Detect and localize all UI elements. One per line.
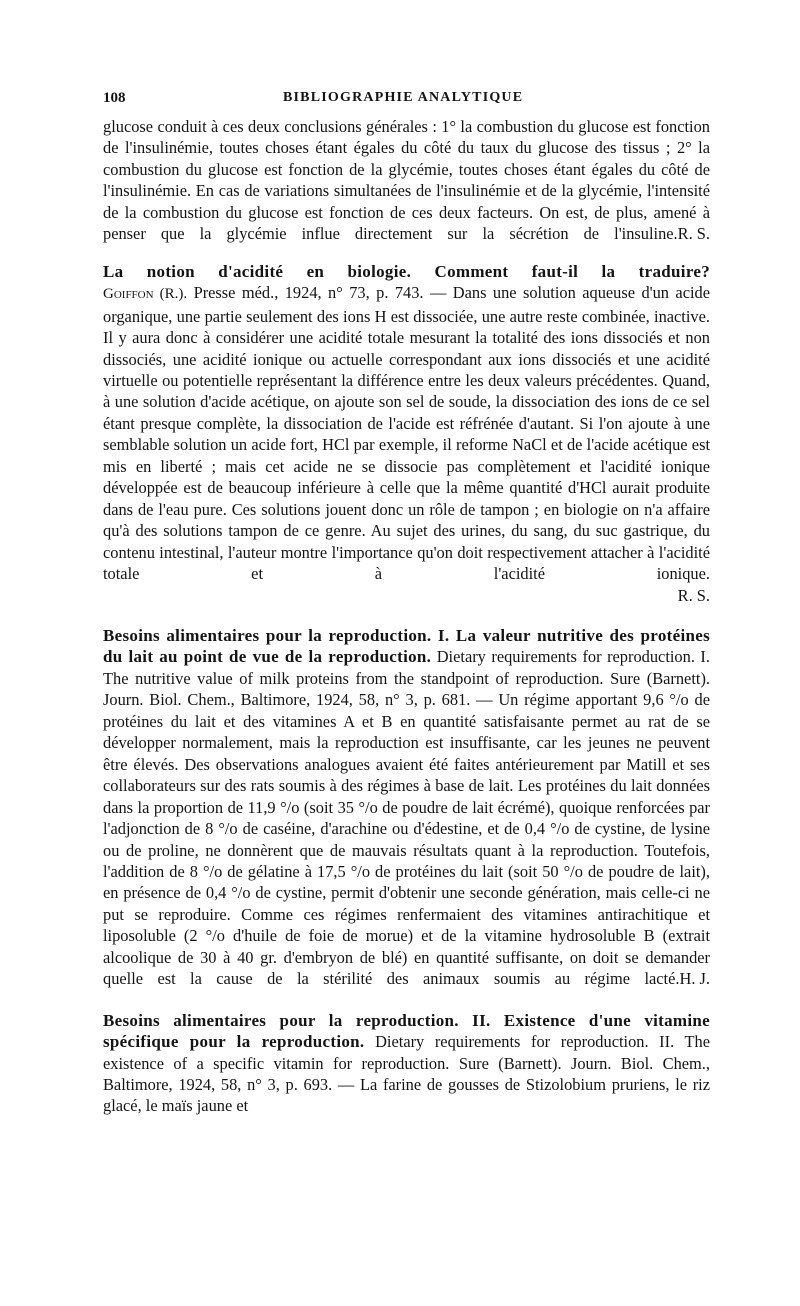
- entry-signature-line: [103, 585, 710, 606]
- entry-title: Besoins alimentaires pour la reproduction. I. La valeur nutritive des protéines du lait au point de vue de la reproduction.: [103, 625, 710, 667]
- entry-reproduction-1: [103, 625, 710, 990]
- entry-body: Dietary requirements for reproduction. II. The existence of a specific vitamin for reproduction. Sure (Barnett). Journ. Biol. Chem., Baltimore, 1924, 58, n° 3, p. 693. — La farine de gousses de Stizolobium pruriens, le riz glacé, le maïs jaune et: [103, 1032, 710, 1116]
- entry-body: Presse méd., 1924, n° 73, p. 743. — Dans une solution aqueuse d'un acide organique, une partie seulement des ions H est dissociée, une autre reste combinée, inactive. Il y aura donc à considérer une acidité totale mesurant la totalité des ions dissociés et non dissociés, une acidité ionique ou actuelle correspondant aux ions dissociés et une acidité virtuelle ou potentielle représentant la différence entre les deux valeurs précédentes. Quand, à une solution d'acide acétique, on ajoute son sel de soude, la dissociation des ions de ce sel étant presque complète, la dissociation de l'acide est réfrénée d'autant. Si l'on ajoute à une semblable solution un acide fort, HCl par exemple, il reforme NaCl et de l'acide acétique est mis en liberté ; mais cet acide ne se dissocie pas complètement et l'acidité ionique développée est de beaucoup inférieure à celle que la même quantité d'HCl aurait produite dans de l'eau pure. Ces solutions jouent donc un rôle de tampon ; en biologie on n'a affaire qu'à des solutions tampon de ce genre. Au sujet des urines, du sang, du suc gastrique, du contenu intestinal, l'auteur montre l'importance qu'on doit respectivement attacher à l'acidité totale et à l'acidité ionique.: [103, 283, 710, 584]
- entry-signature: R. S.: [677, 224, 710, 244]
- entry-title: Besoins alimentaires pour la reproduction. II. Existence d'une vitamine spécifique pour la reproduction.: [103, 1010, 710, 1052]
- entry-body: Dietary requirements for reproduction. I. The nutritive value of milk proteins from the standpoint of reproduction. Sure (Barnett). Journ. Biol. Chem., Baltimore, 1924, 58, n° 3, p. 681. — Un régime apportant 9,6 °/o de protéines du lait et des vitamines A et B en quantité satisfaisante permet au rat de se développer normalement, mais la reproduction est insuffisante, car les jeunes ne peuvent être élevés. Des observations analogues avaient été faites antérieurement par Matill et ses collaborateurs sur des rats soumis à des régimes à base de lait. Les protéines du lait données dans la proportion de 11,9 °/o (soit 35 °/o de poudre de lait écrémé), quoique renforcées par l'adjonction de 8 °/o de caséine, d'arachine ou d'édestine, et de 0,4 °/o de cystine, de lysine ou de proline, ne donnèrent que de mauvais résultats quant à la reproduction. Toutefois, l'addition de 8 °/o de gélatine à 17,5 °/o de protéines du lait (soit 50 °/o de poudre de lait), en présence de 0,4 °/o de cystine, permit d'obtenir une seconde génération, mais celle-ci ne put se reproduire. Comme ces régimes renfermaient des vitamines antirachitique et liposoluble (2 °/o d'huile de foie de morue) et de la vitamine hydrosoluble B (extrait alcoolique de 30 à 40 gr. d'embryon de blé) en quantité suffisante, on doit se demander quelle est la cause de la stérilité des animaux soumis au régime lacté.: [103, 647, 710, 989]
- entry-title: La notion d'acidité en biologie. Comment faut-il la traduire?: [103, 261, 710, 281]
- running-title: BIBLIOGRAPHIE ANALYTIQUE: [283, 90, 524, 105]
- entry-continuation: [103, 116, 710, 245]
- running-header: [103, 90, 710, 116]
- entry-body: glucose conduit à ces deux conclusions générales : 1° la combustion du glucose est fonction de l'insulinémie, toutes choses étant égales du côté du taux du glucose des tissus ; 2° la combustion du glucose est fonction de la glycémie, toutes choses étant égales du côté de l'insulinémie. En cas de variations simultanées de l'insulinémie et de la glycémie, l'intensité de la combustion du glucose est fonction de ces deux facteurs. On est, de plus, amené à penser que la glycémie influe directement sur la sécrétion de l'insuline.: [103, 117, 710, 244]
- entry-acidite: [103, 261, 710, 585]
- entry-signature: H. J.: [679, 969, 710, 989]
- page: [103, 90, 710, 1117]
- page-number: 108: [103, 90, 126, 106]
- entry-author: Goiffon (R.).: [103, 286, 188, 303]
- entry-reproduction-2: [103, 1010, 710, 1117]
- entry-signature: R. S.: [677, 585, 710, 605]
